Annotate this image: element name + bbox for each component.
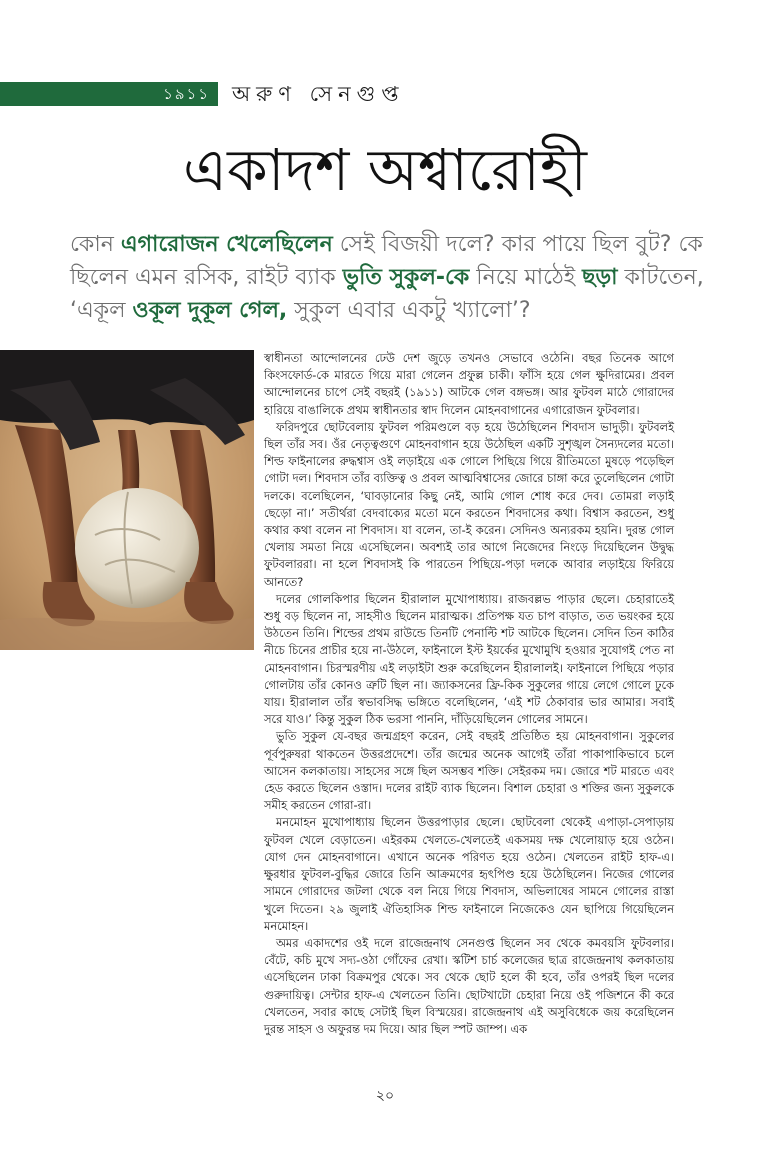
barefoot-player-with-ball-image [0, 350, 254, 650]
author-name: অরুণ সেনগুপ্ত [232, 82, 405, 106]
page-number: ২০ [375, 1088, 395, 1104]
intro-segment: সুকুল এবার একটু খ্যালো’? [287, 298, 531, 323]
year-banner [0, 82, 218, 106]
body-paragraph: স্বাধীনতা আন্দোলনের ঢেউ দেশ জুড়ে তখনও সেভাবে ওঠেনি। বছর তিনেক আগে কিংসফোর্ড-কে মারতে গিয়ে মারা গেলেন প্রফুল্ল চাকী। ফাঁসি হয়ে গেল ক্ষুদিরামের। প্রবল আন্দোলনের চাপে সেই বছরই (১৯১১) আটকে গেল বঙ্গভঙ্গ। আর ফুটবল মাঠে গোরাদের হারিয়ে বাঙালিকে প্রথম স্বাধীনতার স্বাদ দিলেন মোহনবাগানের এগারোজন ফুটবলার। [264, 351, 674, 417]
body-paragraph: মনমোহন মুখোপাধ্যায় ছিলেন উত্তরপাড়ার ছেলে। ছোটবেলা থেকেই এপাড়া-সেপাড়ায় ফুটবল খেলে বেড়াতেন। এইরকম খেলতে-খেলতেই একসময় দক্ষ খেলোয়াড় হয়ে ওঠেন। যোগ দেন মোহনবাগানে। এখানে অনেক পরিণত হয়ে ওঠেন। খেলতেন রাইট হাফ-এ। ক্ষুরধার ফুটবল-বুদ্ধির জোরে তিনি আক্রমণের হৃৎপিণ্ড হয়ে উঠেছিলেন। নিজের গোলের সামনে গোরাদের জটলা থেকে বল নিয়ে গিয়ে শিবদাস, অভিলাষের সামনে গোলের রাস্তা খুলে দিতেন। ২৯ জুলাই ঐতিহাসিক শিল্ড ফাইনালে নিজেকেও যেন ছাপিয়ে গিয়েছিলেন মনমোহন। [264, 815, 674, 933]
body-paragraph: অমর একাদশের ওই দলে রাজেন্দ্রনাথ সেনগুপ্ত ছিলেন সব থেকে কমবয়সি ফুটবলার। বেঁটে, কচি মুখে সদ্য-ওঠা গোঁফের রেখা। স্কটিশ চার্চ কলেজের ছাত্র রাজেন্দ্রনাথ কলকাতায় এসেছিলেন ঢাকা বিক্রমপুর থেকে। সব থেকে ছোট হলে কী হবে, তাঁর ওপরই ছিল দলের গুরুদায়িত্ব। সেন্টার হাফ-এ খেলতেন তিনি। ছোটখাটো চেহারা নিয়ে ওই পজিশনে কী করে খেলতেন, সবার কাছে সেটাই ছিল বিস্ময়ের। রাজেন্দ্রনাথ এই অসুবিধেকে জয় করেছিলেন দুরন্ত সাহস ও অফুরন্ত দম দিয়ে। আর ছিল স্পট জাম্প। এক [264, 935, 674, 1036]
article-title: একাদশ অশ্বারোহী [183, 136, 587, 204]
article-body [264, 350, 674, 1038]
year-label: ১৯১১ [163, 85, 210, 103]
intro-highlight: ছড়া [582, 265, 618, 290]
intro-segment: কাটতেন, ‘একূল [70, 265, 704, 323]
intro-highlight: ভুতি সুকুল-কে [342, 265, 470, 290]
body-paragraph: ফরিদপুরে ছোটবেলায় ফুটবল পরিমণ্ডলে বড় হয়ে উঠেছিলেন শিবদাস ভাদুড়ী। ফুটবলই ছিল তাঁর সব। ওঁর নেতৃত্বগুণে মোহনবাগান হয়ে উঠেছিল একটি সুশৃঙ্খল সৈন্যদলের মতো। শিল্ড ফাইনালের রুদ্ধশ্বাস ওই লড়াইয়ে এক গোলে পিছিয়ে গিয়ে রীতিমতো মুষড়ে পড়েছিল গোটা দল। শিবদাস তাঁর ব্যক্তিত্ব ও প্রবল আত্মবিশ্বাসের জোরে চাঙ্গা করে তুলেছিলেন গোটা দলকে। বলেছিলেন, ‘ঘাবড়ানোর কিছু নেই, আমি গোল শোধ করে দেব। তোমরা লড়াই ছেড়ো না।’ সতীর্থরা বেদবাক্যের মতো মনে করতেন শিবদাসের কথা। বিশ্বাস করতেন, শুধু কথার কথা বলেন না শিবদাস। যা বলেন, তা-ই করেন। সেদিনও অন্যরকম হয়নি। দুরন্ত গোল খেলায় সমতা নিয়ে এসেছিলেন। অবশ্যই তার আগে নিজেদের নিংড়ে দিয়েছিলেন উদ্বুদ্ধ ফুটবলাররা। না হলে শিবদাসই কি পারতেন পিছিয়ে-পড়া দলকে আবার লড়াইয়ে ফিরিয়ে আনতে? [264, 419, 674, 589]
body-paragraph: দলের গোলকিপার ছিলেন হীরালাল মুখোপাধ্যায়। রাজবল্লভ পাড়ার ছেলে। চেহারাতেই শুধু বড় ছিলেন না, সাহসীও ছিলেন মারাত্মক। প্রতিপক্ষ যত চাপ বাড়াত, তত ভয়ংকর হয়ে উঠতেন তিনি। শিল্ডের প্রথম রাউন্ডে তিনটি পেনাল্টি শট আটকে ছিলেন। সেদিন তিন কাঠির নীচে চিনের প্রাচীর হয়ে না-উঠলে, ফাইনালে ইস্ট ইয়র্কের মুখোমুখি হওয়ার সুযোগই পেত না মোহনবাগান। চিরস্মরণীয় এই লড়াইটা শুরু করেছিলেন হীরালালই। ফাইনালে পিছিয়ে পড়ার গোলটায় তাঁর কোনও ত্রুটি ছিল না। জ্যাকসনের ফ্রি-কিক সুকুলের গায়ে লেগে গোলে ঢুকে যায়। হীরালাল তাঁর স্বভাবসিদ্ধ ভঙ্গিতে বলেছিলেন, ‘এই শট ঠেকাবার ভার আমার। সবাই সরে যাও।’ কিন্তু সুকুল ঠিক ভরসা পাননি, দাঁড়িয়েছিলেন গোলের সামনে। [264, 591, 674, 727]
intro-highlight: ওকূল দুকূল গেল, [132, 298, 288, 323]
intro-standfirst [70, 228, 710, 327]
body-paragraph: ভুতি সুকুল যে-বছর জন্মগ্রহণ করেন, সেই বছরই প্রতিষ্ঠিত হয় মোহনবাগান। সুকুলের পূর্বপুরুষরা থাকতেন উত্তরপ্রদেশে। তাঁর জন্মের অনেক আগেই তাঁরা পাকাপাকিভাবে চলে আসেন কলকাতায়। সাহসের সঙ্গে ছিল অসম্ভব শক্তি। সেইরকম দম। জোরে শট মারতে এবং হেড করতে ছিলেন ওস্তাদ। দলের রাইট ব্যাক ছিলেন। বিশাল চেহারা ও শক্তির জন্য সুকুলকে সমীহ করতেন গোরা-রা। [264, 729, 674, 813]
intro-segment: নিয়ে মাঠেই [469, 265, 583, 290]
intro-segment: কোন [70, 232, 121, 257]
football-photo [0, 350, 254, 650]
intro-highlight: এগারোজন খেলেছিলেন [120, 232, 333, 257]
intro-segment: সেই বিজয়ী দলে? কার পায়ে ছিল বুট? কে ছিলেন এমন রসিক, রাইট ব্যাক [70, 232, 703, 290]
